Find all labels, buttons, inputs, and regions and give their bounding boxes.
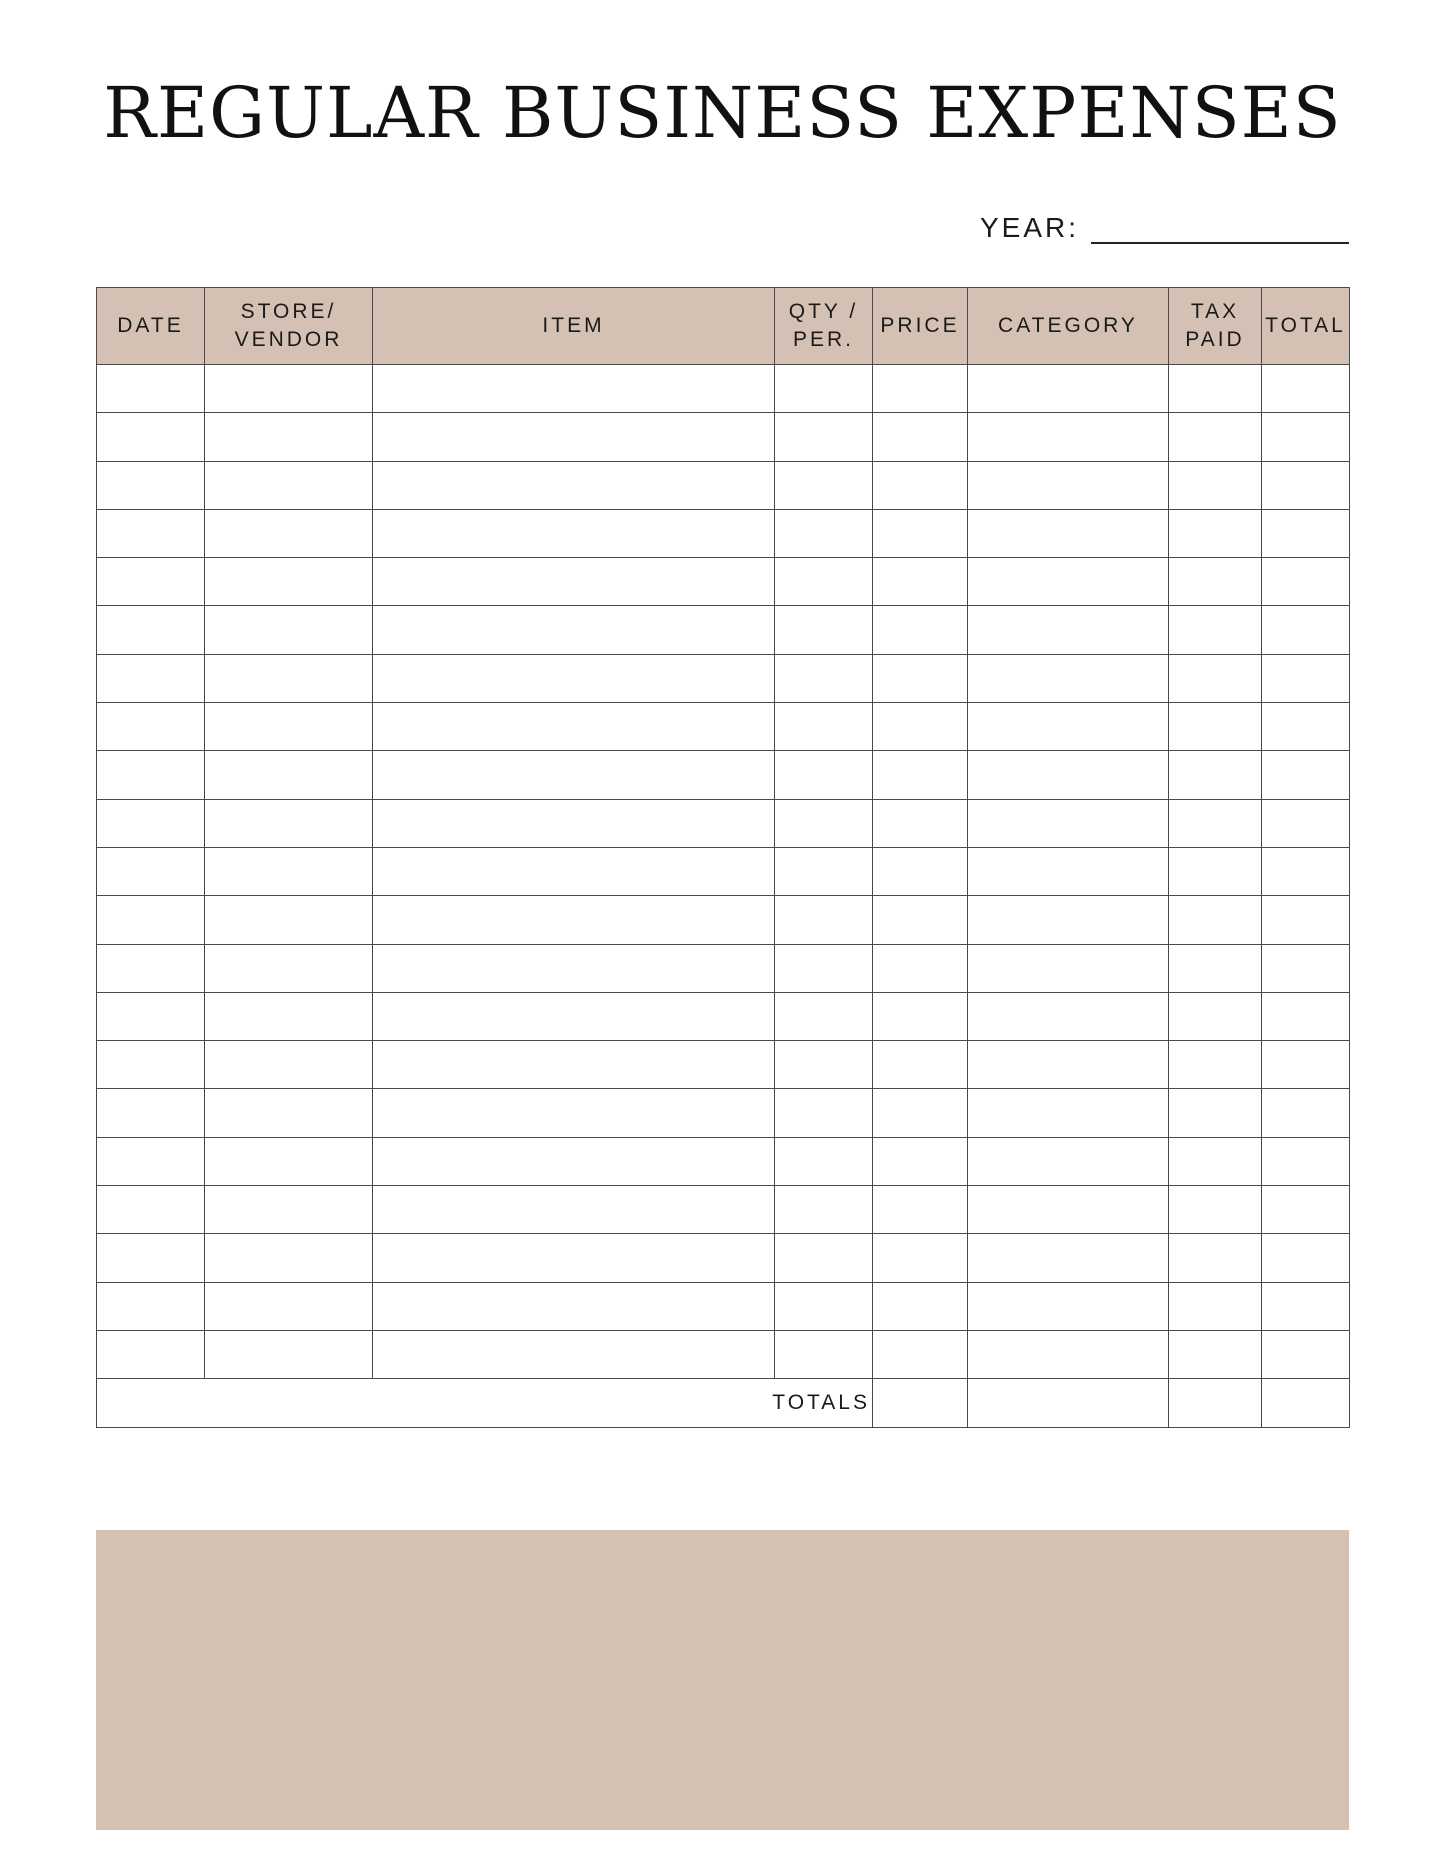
table-cell-date[interactable] [97, 1137, 205, 1185]
table-cell-category[interactable] [968, 751, 1169, 799]
table-cell-total[interactable] [1262, 558, 1350, 606]
table-cell-tax-paid[interactable] [1169, 365, 1262, 413]
table-cell-total[interactable] [1262, 413, 1350, 461]
table-cell-store-vendor[interactable] [205, 654, 373, 702]
page-title: REGULAR BUSINESS EXPENSES [103, 72, 1342, 154]
column-header-total: TOTAL [1262, 288, 1350, 365]
table-cell-tax-paid[interactable] [1169, 1186, 1262, 1234]
table-cell-tax-paid[interactable] [1169, 944, 1262, 992]
table-cell-item[interactable] [373, 1186, 775, 1234]
column-header-price: PRICE [873, 288, 968, 365]
table-cell-store-vendor[interactable] [205, 847, 373, 895]
table-cell-category[interactable] [968, 799, 1169, 847]
table-cell-category[interactable] [968, 558, 1169, 606]
table-cell-store-vendor[interactable] [205, 461, 373, 509]
table-cell-item[interactable] [373, 509, 775, 557]
table-cell-date[interactable] [97, 365, 205, 413]
table-cell-qty-per[interactable] [775, 461, 873, 509]
table-cell-date[interactable] [97, 654, 205, 702]
totals-label: TOTALS [97, 1379, 873, 1427]
table-cell-tax-paid[interactable] [1169, 751, 1262, 799]
table-cell-price[interactable] [873, 1330, 968, 1378]
table-cell-price[interactable] [873, 509, 968, 557]
table-cell-total[interactable] [1262, 1234, 1350, 1282]
table-cell-category[interactable] [968, 654, 1169, 702]
table-cell-tax-paid[interactable] [1169, 1330, 1262, 1378]
table-cell-category[interactable] [968, 1330, 1169, 1378]
table-cell-date[interactable] [97, 509, 205, 557]
table-row [97, 944, 1350, 992]
year-input-line[interactable] [1091, 241, 1349, 244]
table-cell-date[interactable] [97, 896, 205, 944]
table-row [97, 1282, 1350, 1330]
table-cell-price[interactable] [873, 365, 968, 413]
table-cell-store-vendor[interactable] [205, 1137, 373, 1185]
table-cell-category[interactable] [968, 896, 1169, 944]
table-cell-category[interactable] [968, 365, 1169, 413]
column-header-tax-paid: TAX PAID [1169, 288, 1262, 365]
table-cell-store-vendor[interactable] [205, 1330, 373, 1378]
table-cell-qty-per[interactable] [775, 509, 873, 557]
table-cell-total[interactable] [1262, 1089, 1350, 1137]
expenses-table-body [97, 365, 1350, 1379]
table-cell-item[interactable] [373, 944, 775, 992]
totals-cell-tax-paid[interactable] [1169, 1379, 1262, 1427]
table-cell-date[interactable] [97, 751, 205, 799]
table-row [97, 1137, 1350, 1185]
table-cell-qty-per[interactable] [775, 654, 873, 702]
table-cell-date[interactable] [97, 1282, 205, 1330]
table-cell-store-vendor[interactable] [205, 509, 373, 557]
table-cell-store-vendor[interactable] [205, 1282, 373, 1330]
table-cell-qty-per[interactable] [775, 1041, 873, 1089]
table-header-row [97, 288, 1350, 365]
table-cell-price[interactable] [873, 1234, 968, 1282]
table-cell-qty-per[interactable] [775, 751, 873, 799]
table-row [97, 799, 1350, 847]
table-cell-price[interactable] [873, 944, 968, 992]
table-cell-total[interactable] [1262, 847, 1350, 895]
table-cell-category[interactable] [968, 847, 1169, 895]
table-cell-price[interactable] [873, 654, 968, 702]
table-cell-price[interactable] [873, 896, 968, 944]
table-cell-price[interactable] [873, 847, 968, 895]
table-cell-qty-per[interactable] [775, 799, 873, 847]
year-label: YEAR: [980, 212, 1080, 243]
table-row [97, 1186, 1350, 1234]
table-cell-category[interactable] [968, 944, 1169, 992]
table-cell-store-vendor[interactable] [205, 896, 373, 944]
table-cell-price[interactable] [873, 461, 968, 509]
table-row [97, 654, 1350, 702]
table-cell-category[interactable] [968, 1282, 1169, 1330]
table-cell-qty-per[interactable] [775, 1282, 873, 1330]
table-cell-total[interactable] [1262, 1186, 1350, 1234]
table-cell-qty-per[interactable] [775, 1330, 873, 1378]
table-cell-item[interactable] [373, 847, 775, 895]
table-cell-date[interactable] [97, 606, 205, 654]
table-cell-store-vendor[interactable] [205, 703, 373, 751]
table-cell-date[interactable] [97, 799, 205, 847]
table-cell-total[interactable] [1262, 799, 1350, 847]
table-cell-price[interactable] [873, 1089, 968, 1137]
table-cell-total[interactable] [1262, 461, 1350, 509]
table-cell-category[interactable] [968, 606, 1169, 654]
table-cell-item[interactable] [373, 1041, 775, 1089]
table-cell-item[interactable] [373, 992, 775, 1040]
table-cell-qty-per[interactable] [775, 896, 873, 944]
table-cell-price[interactable] [873, 606, 968, 654]
table-cell-store-vendor[interactable] [205, 558, 373, 606]
table-cell-item[interactable] [373, 1089, 775, 1137]
table-cell-item[interactable] [373, 413, 775, 461]
table-cell-category[interactable] [968, 703, 1169, 751]
table-cell-price[interactable] [873, 992, 968, 1040]
table-cell-qty-per[interactable] [775, 1186, 873, 1234]
table-cell-date[interactable] [97, 847, 205, 895]
table-cell-tax-paid[interactable] [1169, 1234, 1262, 1282]
table-cell-tax-paid[interactable] [1169, 1089, 1262, 1137]
table-cell-item[interactable] [373, 751, 775, 799]
table-row [97, 1234, 1350, 1282]
table-cell-total[interactable] [1262, 365, 1350, 413]
table-cell-qty-per[interactable] [775, 413, 873, 461]
table-cell-item[interactable] [373, 1282, 775, 1330]
table-cell-qty-per[interactable] [775, 1234, 873, 1282]
table-cell-category[interactable] [968, 461, 1169, 509]
table-row [97, 847, 1350, 895]
column-header-qty-per: QTY / PER. [775, 288, 873, 365]
table-cell-price[interactable] [873, 558, 968, 606]
table-cell-qty-per[interactable] [775, 606, 873, 654]
table-cell-qty-per[interactable] [775, 944, 873, 992]
table-row [97, 1041, 1350, 1089]
table-cell-tax-paid[interactable] [1169, 606, 1262, 654]
table-cell-item[interactable] [373, 558, 775, 606]
column-header-item: ITEM [373, 288, 775, 365]
table-cell-tax-paid[interactable] [1169, 654, 1262, 702]
table-row [97, 461, 1350, 509]
totals-cell-price[interactable] [873, 1379, 968, 1427]
table-cell-price[interactable] [873, 751, 968, 799]
table-cell-store-vendor[interactable] [205, 751, 373, 799]
table-cell-store-vendor[interactable] [205, 1234, 373, 1282]
table-cell-item[interactable] [373, 365, 775, 413]
totals-cell-total[interactable] [1262, 1379, 1350, 1427]
table-cell-store-vendor[interactable] [205, 1186, 373, 1234]
table-cell-tax-paid[interactable] [1169, 413, 1262, 461]
table-row [97, 1330, 1350, 1378]
table-cell-category[interactable] [968, 1089, 1169, 1137]
table-cell-store-vendor[interactable] [205, 413, 373, 461]
table-cell-total[interactable] [1262, 751, 1350, 799]
table-cell-tax-paid[interactable] [1169, 799, 1262, 847]
table-cell-category[interactable] [968, 413, 1169, 461]
table-cell-tax-paid[interactable] [1169, 1041, 1262, 1089]
table-cell-item[interactable] [373, 461, 775, 509]
table-cell-date[interactable] [97, 703, 205, 751]
table-cell-category[interactable] [968, 1186, 1169, 1234]
table-cell-total[interactable] [1262, 944, 1350, 992]
table-cell-item[interactable] [373, 1234, 775, 1282]
table-cell-price[interactable] [873, 1282, 968, 1330]
table-row [97, 1089, 1350, 1137]
table-cell-item[interactable] [373, 799, 775, 847]
table-cell-total[interactable] [1262, 703, 1350, 751]
table-cell-date[interactable] [97, 1330, 205, 1378]
table-cell-date[interactable] [97, 413, 205, 461]
table-cell-qty-per[interactable] [775, 558, 873, 606]
table-cell-date[interactable] [97, 1089, 205, 1137]
table-row [97, 992, 1350, 1040]
notes-box [96, 1530, 1349, 1830]
table-row [97, 606, 1350, 654]
table-cell-tax-paid[interactable] [1169, 703, 1262, 751]
table-cell-store-vendor[interactable] [205, 365, 373, 413]
table-cell-total[interactable] [1262, 1330, 1350, 1378]
table-cell-tax-paid[interactable] [1169, 1137, 1262, 1185]
table-cell-price[interactable] [873, 799, 968, 847]
table-cell-price[interactable] [873, 1186, 968, 1234]
table-cell-store-vendor[interactable] [205, 992, 373, 1040]
table-cell-date[interactable] [97, 1041, 205, 1089]
table-cell-item[interactable] [373, 1330, 775, 1378]
table-row [97, 365, 1350, 413]
table-cell-date[interactable] [97, 944, 205, 992]
table-cell-total[interactable] [1262, 1041, 1350, 1089]
table-cell-tax-paid[interactable] [1169, 1282, 1262, 1330]
table-cell-category[interactable] [968, 509, 1169, 557]
table-row [97, 558, 1350, 606]
table-cell-tax-paid[interactable] [1169, 992, 1262, 1040]
table-row [97, 751, 1350, 799]
table-cell-qty-per[interactable] [775, 703, 873, 751]
table-row [97, 703, 1350, 751]
table-cell-store-vendor[interactable] [205, 1089, 373, 1137]
table-cell-date[interactable] [97, 1186, 205, 1234]
table-cell-category[interactable] [968, 1234, 1169, 1282]
table-cell-qty-per[interactable] [775, 992, 873, 1040]
expenses-table [96, 287, 1350, 1428]
table-cell-item[interactable] [373, 896, 775, 944]
table-cell-tax-paid[interactable] [1169, 847, 1262, 895]
table-cell-date[interactable] [97, 558, 205, 606]
table-cell-store-vendor[interactable] [205, 799, 373, 847]
table-cell-qty-per[interactable] [775, 1137, 873, 1185]
table-cell-category[interactable] [968, 1041, 1169, 1089]
table-cell-category[interactable] [968, 1137, 1169, 1185]
table-cell-item[interactable] [373, 703, 775, 751]
table-cell-tax-paid[interactable] [1169, 461, 1262, 509]
table-cell-total[interactable] [1262, 509, 1350, 557]
table-cell-total[interactable] [1262, 896, 1350, 944]
table-cell-item[interactable] [373, 1137, 775, 1185]
table-cell-total[interactable] [1262, 1282, 1350, 1330]
table-cell-price[interactable] [873, 1137, 968, 1185]
table-cell-item[interactable] [373, 606, 775, 654]
column-header-store-vendor: STORE/ VENDOR [205, 288, 373, 365]
table-cell-price[interactable] [873, 413, 968, 461]
table-cell-date[interactable] [97, 461, 205, 509]
table-cell-tax-paid[interactable] [1169, 509, 1262, 557]
table-cell-total[interactable] [1262, 992, 1350, 1040]
table-cell-total[interactable] [1262, 1137, 1350, 1185]
table-cell-tax-paid[interactable] [1169, 896, 1262, 944]
table-row [97, 896, 1350, 944]
table-cell-price[interactable] [873, 703, 968, 751]
table-row [97, 509, 1350, 557]
column-header-category: CATEGORY [968, 288, 1169, 365]
year-field [980, 208, 1349, 248]
table-cell-qty-per[interactable] [775, 1089, 873, 1137]
table-cell-store-vendor[interactable] [205, 1041, 373, 1089]
table-cell-category[interactable] [968, 992, 1169, 1040]
totals-cell-category[interactable] [968, 1379, 1169, 1427]
table-cell-date[interactable] [97, 992, 205, 1040]
table-cell-qty-per[interactable] [775, 847, 873, 895]
table-cell-total[interactable] [1262, 606, 1350, 654]
table-cell-price[interactable] [873, 1041, 968, 1089]
table-cell-qty-per[interactable] [775, 365, 873, 413]
table-cell-store-vendor[interactable] [205, 606, 373, 654]
table-cell-date[interactable] [97, 1234, 205, 1282]
table-cell-item[interactable] [373, 654, 775, 702]
totals-row [97, 1379, 1350, 1427]
table-cell-tax-paid[interactable] [1169, 558, 1262, 606]
column-header-date: DATE [97, 288, 205, 365]
table-row [97, 413, 1350, 461]
table-cell-total[interactable] [1262, 654, 1350, 702]
table-cell-store-vendor[interactable] [205, 944, 373, 992]
